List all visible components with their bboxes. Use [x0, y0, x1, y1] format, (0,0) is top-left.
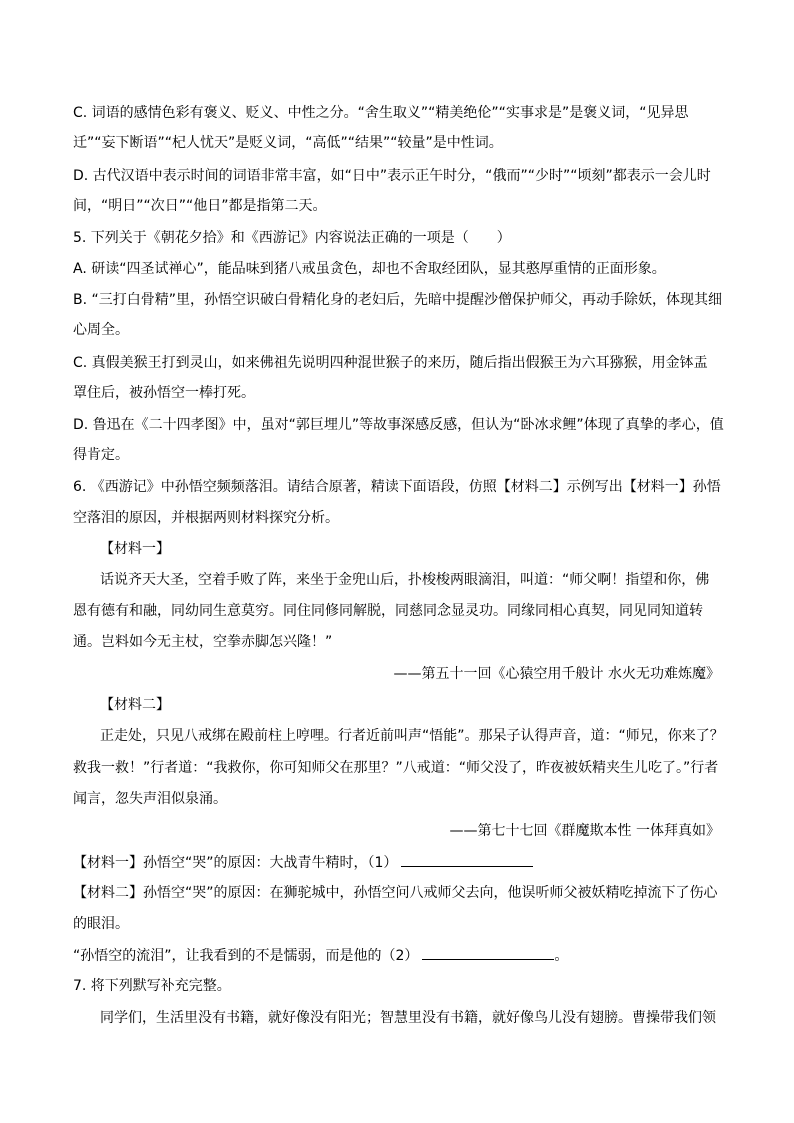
question-7-text-line-1: 同学们，生活里没有书籍，就好像没有阳光；智慧里没有书籍，就好像鸟儿没有翅膀。曹操带我们领 — [100, 1010, 716, 1026]
material-1-text-line-2: 恩有德有和融，同幼同生意莫穷。同住同修同解脱，同慈同念显灵功。同缘同相心真契，同见同知道转 — [73, 603, 703, 619]
question-6-stem-line-1: 6. 《西游记》中孙悟空频频落泪。请结合原著，精读下面语段，仿照【材料二】示例写出【材料一】孙悟 — [73, 479, 721, 495]
material-2-text-line-2: 救我一救！”行者道：“我救你，你可知师父在那里？”八戒道：“师父没了，昨夜被妖精夹生儿吃了。”行者 — [73, 760, 719, 776]
material-2-text-line-1: 正走处，只见八戒绑在殿前柱上哼哩。行者近前叫声“悟能”。那呆子认得声音，道：“师兄，你来了？ — [100, 728, 724, 744]
answer-2-prompt: “孙悟空的流泪”，让我看到的不是懦弱，而是他的（2） — [73, 948, 419, 964]
q5-option-b-line-1: B. “三打白骨精”里，孙悟空识破白骨精化身的老妇后，先暗中提醒沙僧保护师父，再动手除妖，体现其细 — [73, 292, 723, 308]
option-c-line-1: C. 词语的感情色彩有褒义、贬义、中性之分。“舍生取义”“精美绝伦”“实事求是”是褒义词，“见异思 — [73, 105, 689, 121]
answer-line-1 — [73, 852, 533, 873]
material-2-source: ——第七十七回《群魔欺本性 一体拜真如》 — [449, 823, 720, 839]
material-1-heading: 【材料一】 — [100, 541, 170, 557]
q5-option-c-line-2: 罩住后，被孙悟空一棒打死。 — [73, 385, 255, 401]
material-1-source: ——第五十一回《心猿空用千般计 水火无功难炼魔》 — [393, 666, 720, 682]
q5-option-c-line-1: C. 真假美猴王打到灵山，如来佛祖先说明四种混世猴子的来历，随后指出假猴王为六耳猕猴，用金钵盂 — [73, 355, 708, 371]
q5-option-a: A. 研读“四圣试禅心”，能品味到猪八戒虽贪色，却也不舍取经团队，显其憨厚重情的正面形象。 — [73, 261, 666, 277]
option-d-line-1: D. 古代汉语中表示时间的词语非常丰富，如“日中”表示正午时分，“俄而”“少时”“顷刻”都表示一会儿时 — [73, 168, 711, 184]
option-c-line-2: 迁”“妄下断语”“杞人忧天”是贬义词，“高低”“结果”“较量”是中性词。 — [73, 135, 503, 151]
question-5-stem: 5. 下列关于《朝花夕拾》和《西游记》内容说法正确的一项是（ ） — [73, 230, 511, 246]
answer-1-prompt: 【材料一】孙悟空“哭”的原因：大战青牛精时，（1） — [73, 855, 398, 871]
answer-line-2: 【材料二】孙悟空“哭”的原因：在狮驼城中，孙悟空问八戒师父去向，他误听师父被妖精吃掉流下了伤心 — [73, 885, 718, 901]
q5-option-d-line-2: 得肯定。 — [73, 447, 129, 463]
option-d-line-2: 间，“明日”“次日”“他日”都是指第二天。 — [73, 198, 327, 214]
material-1-text-line-3: 通。岂料如今无主杖，空拳赤脚怎兴隆！” — [73, 634, 333, 650]
material-2-text-line-3: 闻言，忽失声泪似泉涌。 — [73, 791, 227, 807]
answer-line-3 — [73, 945, 568, 966]
answer-blank-2[interactable] — [422, 945, 554, 960]
q5-option-d-line-1: D. 鲁迅在《二十四孝图》中，虽对“郭巨埋儿”等故事深感反感，但认为“卧冰求鲤”体现了真挚的孝心，值 — [73, 417, 724, 433]
material-2-heading: 【材料二】 — [100, 697, 170, 713]
answer-blank-1[interactable] — [401, 852, 533, 867]
question-7-stem: 7. 将下列默写补充完整。 — [73, 978, 231, 994]
answer-2-end: 。 — [554, 948, 569, 964]
material-1-text-line-1: 话说齐天大圣，空着手败了阵，来坐于金兜山后，扑梭梭两眼滴泪，叫道：“师父啊！指望和你，佛 — [100, 572, 710, 588]
question-6-stem-line-2: 空落泪的原因，并根据两则材料探究分析。 — [73, 510, 339, 526]
q5-option-b-line-2: 心周全。 — [73, 322, 129, 338]
answer-line-2-cont: 的眼泪。 — [73, 916, 129, 932]
